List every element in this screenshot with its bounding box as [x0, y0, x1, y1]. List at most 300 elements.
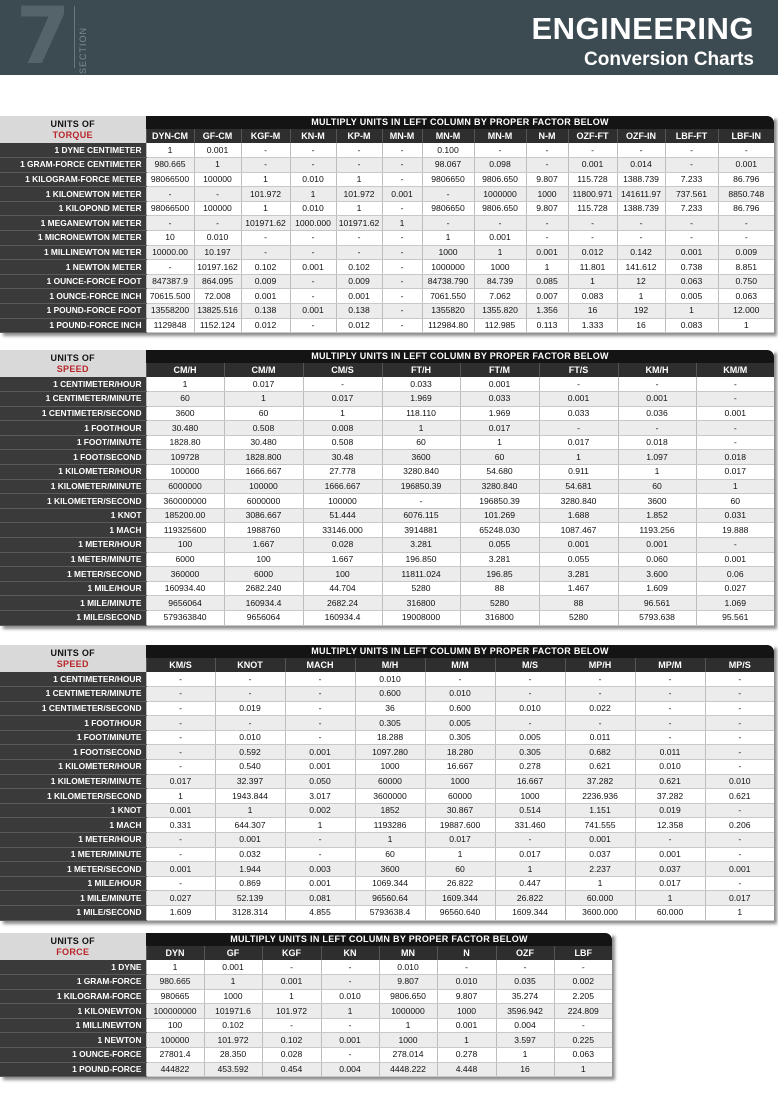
table-cell: 224.809: [554, 1004, 612, 1019]
table-cell: -: [565, 672, 635, 687]
table-row: [0, 245, 774, 260]
table-cell: 0.010: [290, 201, 336, 216]
table-cell: 0.017: [696, 465, 774, 480]
table-cell: 0.033: [382, 377, 460, 392]
table-cell: 1355.820: [474, 304, 526, 319]
table-row: [0, 143, 774, 158]
table-cell: 100000: [194, 201, 241, 216]
table-cell: 0.028: [262, 1048, 321, 1063]
row-label: 1 KNOT: [0, 508, 146, 523]
table-cell: 2236.936: [565, 789, 635, 804]
table-cell: 3600: [355, 862, 425, 877]
table-cell: 60: [460, 450, 539, 465]
column-header: MACH: [285, 658, 355, 672]
table-cell: 100000: [194, 172, 241, 187]
table-cell: 95.561: [696, 611, 774, 626]
row-label: 1 MICRONEWTON METER: [0, 231, 146, 246]
table-cell: 0.001: [568, 158, 617, 173]
table-cell: 19008000: [382, 611, 460, 626]
table-cell: 1000000: [422, 260, 474, 275]
table-cell: 6000: [146, 552, 224, 567]
table-cell: 1000: [526, 187, 568, 202]
table-cell: -: [146, 672, 215, 687]
table-cell: 0.102: [241, 260, 290, 275]
table-cell: 0.012: [336, 318, 382, 333]
table-cell: 101.972: [336, 187, 382, 202]
page-header: [0, 0, 778, 82]
table-row: [0, 158, 774, 173]
table-cell: 0.001: [696, 406, 774, 421]
table-cell: 7061.550: [422, 289, 474, 304]
category-label: SPEED: [56, 658, 89, 669]
table-cell: -: [496, 960, 554, 975]
table-cell: 0.010: [355, 672, 425, 687]
units-of-header: [0, 933, 146, 960]
table-cell: 0.001: [437, 1018, 496, 1033]
table-cell: 0.001: [321, 1033, 379, 1048]
table-cell: -: [146, 876, 215, 891]
table-cell: 30.867: [425, 803, 495, 818]
table-cell: 3600.000: [565, 906, 635, 921]
table-cell: 88: [539, 596, 618, 611]
table-cell: -: [568, 143, 617, 158]
table-cell: 1: [321, 1004, 379, 1019]
table-cell: 316800: [460, 611, 539, 626]
table-row: [0, 172, 774, 187]
table-cell: 98066500: [146, 201, 194, 216]
table-cell: 0.331: [146, 818, 215, 833]
table-cell: -: [321, 1048, 379, 1063]
column-header: CM/S: [303, 363, 382, 377]
table-cell: -: [635, 687, 705, 702]
table-cell: 0.225: [554, 1033, 612, 1048]
column-header: OZF-FT: [568, 129, 617, 143]
table-cell: -: [718, 231, 774, 246]
table-cell: -: [382, 318, 422, 333]
table-cell: 579363840: [146, 611, 224, 626]
table-row: [0, 538, 774, 553]
column-header: M/S: [495, 658, 565, 672]
table-cell: 1388.739: [617, 172, 665, 187]
row-label: 1 METER/SECOND: [0, 567, 146, 582]
row-label: 1 MEGANEWTON METER: [0, 216, 146, 231]
table-cell: 444822: [146, 1062, 204, 1077]
table-cell: 0.600: [425, 701, 495, 716]
table-cell: 35.274: [496, 989, 554, 1004]
table-row: [0, 304, 774, 319]
table-cell: 1988760: [224, 523, 303, 538]
table-cell: 0.278: [437, 1048, 496, 1063]
table-cell: 0.750: [718, 274, 774, 289]
table-cell: 60: [224, 406, 303, 421]
table-cell: -: [696, 392, 774, 407]
table-row: [0, 581, 774, 596]
table-cell: 1.069: [696, 596, 774, 611]
table-cell: 3596.942: [496, 1004, 554, 1019]
table-cell: 8850.748: [718, 187, 774, 202]
table-cell: 3600: [618, 494, 696, 509]
table-cell: -: [146, 847, 215, 862]
table-cell: 1: [460, 435, 539, 450]
table-cell: 0.017: [495, 847, 565, 862]
table-cell: -: [422, 187, 474, 202]
column-header: MN: [379, 946, 437, 960]
table-cell: 1: [696, 479, 774, 494]
table-cell: 0.001: [460, 377, 539, 392]
table-cell: -: [665, 231, 718, 246]
table-cell: 60: [696, 494, 774, 509]
table-cell: 1000: [379, 1033, 437, 1048]
table-cell: 0.305: [425, 730, 495, 745]
table-cell: 0.508: [224, 421, 303, 436]
table-cell: 1.667: [303, 552, 382, 567]
table-cell: 0.102: [204, 1018, 262, 1033]
table-cell: 1000: [355, 760, 425, 775]
table-cell: 0.001: [539, 392, 618, 407]
table-cell: 9.807: [437, 989, 496, 1004]
column-header: DYN-CM: [146, 129, 194, 143]
table-cell: 6000000: [224, 494, 303, 509]
table-cell: -: [285, 687, 355, 702]
table-cell: 0.206: [705, 818, 774, 833]
table-cell: 0.012: [568, 245, 617, 260]
table-cell: -: [146, 260, 194, 275]
table-cell: -: [617, 143, 665, 158]
table-cell: 0.010: [194, 231, 241, 246]
multiplier-heading: MULTIPLY UNITS IN LEFT COLUMN BY PROPER FACTOR BELOW: [146, 933, 612, 946]
table-cell: 101971.62: [336, 216, 382, 231]
table-row: [0, 479, 774, 494]
table-cell: 0.305: [495, 745, 565, 760]
column-header: KM/H: [618, 363, 696, 377]
table-cell: 0.017: [425, 833, 495, 848]
table-row: [0, 1004, 612, 1019]
table-cell: -: [146, 701, 215, 716]
table-cell: 1000: [204, 989, 262, 1004]
table-cell: -: [146, 833, 215, 848]
table-cell: 0.010: [705, 774, 774, 789]
table-cell: 84738.790: [422, 274, 474, 289]
table-cell: 1: [496, 1048, 554, 1063]
table-cell: 52.139: [215, 891, 285, 906]
row-label: 1 KILOGRAM-FORCE: [0, 989, 146, 1004]
table-cell: 0.102: [262, 1033, 321, 1048]
table-cell: 26.822: [425, 876, 495, 891]
table-cell: -: [290, 158, 336, 173]
table-cell: 0.508: [303, 435, 382, 450]
table-cell: -: [146, 687, 215, 702]
table-cell: 1: [382, 421, 460, 436]
table-cell: 1: [290, 187, 336, 202]
table-cell: 0.001: [241, 289, 290, 304]
row-label: 1 KILOMETER/HOUR: [0, 465, 146, 480]
table-cell: -: [568, 216, 617, 231]
table-cell: -: [382, 494, 460, 509]
table-cell: 2.237: [565, 862, 635, 877]
table-cell: 11800.971: [568, 187, 617, 202]
row-label: 1 KILOMETER/HOUR: [0, 760, 146, 775]
row-label: 1 KILONEWTON: [0, 1004, 146, 1019]
table-cell: -: [285, 701, 355, 716]
table-cell: 1.467: [539, 581, 618, 596]
table-cell: 1666.667: [303, 479, 382, 494]
table-cell: 1: [474, 245, 526, 260]
table-cell: 60.000: [635, 906, 705, 921]
table-cell: 1828.800: [224, 450, 303, 465]
table-cell: -: [285, 847, 355, 862]
column-header: KGF-M: [241, 129, 290, 143]
table-row: [0, 862, 774, 877]
table-cell: 5793.638: [618, 611, 696, 626]
table-cell: 2682.24: [303, 596, 382, 611]
table-cell: 0.010: [290, 172, 336, 187]
table-row: [0, 450, 774, 465]
column-header: MN-M: [474, 129, 526, 143]
table-cell: 0.010: [379, 960, 437, 975]
row-label: 1 METER/MINUTE: [0, 847, 146, 862]
table-cell: 54.680: [460, 465, 539, 480]
table-cell: 100: [146, 1018, 204, 1033]
table-cell: 4.855: [285, 906, 355, 921]
row-label: 1 MILE/MINUTE: [0, 891, 146, 906]
table-cell: 0.001: [382, 187, 422, 202]
table-cell: -: [526, 158, 568, 173]
row-label: 1 MILE/MINUTE: [0, 596, 146, 611]
table-cell: 0.010: [215, 730, 285, 745]
table-cell: 0.035: [496, 975, 554, 990]
table-cell: 1: [146, 377, 224, 392]
table-cell: 5280: [382, 581, 460, 596]
column-header: GF-CM: [194, 129, 241, 143]
table-cell: 196850.39: [382, 479, 460, 494]
column-header: KM/M: [696, 363, 774, 377]
column-header: FT/H: [382, 363, 460, 377]
table-cell: -: [718, 143, 774, 158]
table-cell: -: [705, 745, 774, 760]
table-cell: 0.033: [539, 406, 618, 421]
table-cell: 12.358: [635, 818, 705, 833]
column-header: N: [437, 946, 496, 960]
table-cell: 1: [146, 143, 194, 158]
row-label: 1 KILOMETER/MINUTE: [0, 479, 146, 494]
table-cell: 101971.62: [241, 216, 290, 231]
row-label: 1 FOOT/HOUR: [0, 421, 146, 436]
table-cell: 3128.314: [215, 906, 285, 921]
table-cell: 3.597: [496, 1033, 554, 1048]
table-cell: -: [568, 231, 617, 246]
table-cell: -: [382, 245, 422, 260]
table-cell: 0.009: [718, 245, 774, 260]
table-cell: 1609.344: [495, 906, 565, 921]
table-row: [0, 274, 774, 289]
table-cell: 0.004: [496, 1018, 554, 1033]
table-row: [0, 289, 774, 304]
table-cell: 5280: [460, 596, 539, 611]
table-cell: 0.085: [526, 274, 568, 289]
table-cell: 3600: [382, 450, 460, 465]
table-cell: 1: [241, 201, 290, 216]
table-cell: -: [665, 158, 718, 173]
table-cell: 33146.000: [303, 523, 382, 538]
table-row: [0, 906, 774, 921]
table-cell: 13825.516: [194, 304, 241, 319]
table-cell: 98066500: [146, 172, 194, 187]
table-cell: 0.018: [696, 450, 774, 465]
table-cell: 1.944: [215, 862, 285, 877]
table-cell: 847387.9: [146, 274, 194, 289]
table-cell: 9.807: [526, 172, 568, 187]
table-cell: 37.282: [565, 774, 635, 789]
speed-conversion-table-1: [0, 350, 774, 626]
table-cell: -: [635, 701, 705, 716]
table-cell: -: [495, 672, 565, 687]
table-cell: 96.561: [618, 596, 696, 611]
table-cell: 7.233: [665, 172, 718, 187]
table-cell: 0.017: [539, 435, 618, 450]
table-cell: 1828.80: [146, 435, 224, 450]
page-title: ENGINEERING: [531, 11, 754, 46]
row-label: 1 GRAM-FORCE: [0, 975, 146, 990]
table-cell: 16.667: [495, 774, 565, 789]
table-cell: 3280.840: [460, 479, 539, 494]
table-cell: -: [285, 672, 355, 687]
table-cell: 0.592: [215, 745, 285, 760]
table-cell: 0.869: [215, 876, 285, 891]
table-cell: 11811.024: [382, 567, 460, 582]
table-cell: 360000000: [146, 494, 224, 509]
table-cell: -: [705, 803, 774, 818]
table-cell: 0.454: [262, 1062, 321, 1077]
table-cell: 196.850: [382, 552, 460, 567]
table-cell: -: [321, 975, 379, 990]
row-label: 1 KILOGRAM-FORCE METER: [0, 172, 146, 187]
table-cell: 331.460: [495, 818, 565, 833]
table-cell: 86.796: [718, 172, 774, 187]
table-cell: -: [526, 216, 568, 231]
table-row: [0, 1048, 612, 1063]
table-cell: -: [382, 260, 422, 275]
table-cell: 100: [146, 538, 224, 553]
table-cell: 0.001: [665, 245, 718, 260]
table-cell: 100000: [303, 494, 382, 509]
table-cell: 196850.39: [460, 494, 539, 509]
table-cell: -: [696, 377, 774, 392]
table-cell: -: [696, 421, 774, 436]
table-cell: 1.688: [539, 508, 618, 523]
table-cell: 16: [617, 318, 665, 333]
table-cell: 30.48: [303, 450, 382, 465]
table-cell: 19.888: [696, 523, 774, 538]
table-cell: 0.001: [705, 862, 774, 877]
table-cell: 160934.4: [224, 596, 303, 611]
table-cell: -: [215, 716, 285, 731]
row-label: 1 POUND-FORCE INCH: [0, 318, 146, 333]
table-cell: -: [146, 187, 194, 202]
table-cell: 0.001: [696, 552, 774, 567]
table-cell: -: [665, 143, 718, 158]
table-cell: 0.001: [146, 803, 215, 818]
multiplier-heading: MULTIPLY UNITS IN LEFT COLUMN BY PROPER FACTOR BELOW: [146, 350, 774, 363]
column-header: KN-M: [290, 129, 336, 143]
table-cell: 2.205: [554, 989, 612, 1004]
table-cell: 1097.280: [355, 745, 425, 760]
table-cell: 84.739: [474, 274, 526, 289]
table-cell: 0.001: [526, 245, 568, 260]
row-label: 1 OUNCE-FORCE: [0, 1048, 146, 1063]
row-label: 1 MILLINEWTON METER: [0, 245, 146, 260]
table-cell: 60: [355, 847, 425, 862]
row-label: 1 MILE/HOUR: [0, 876, 146, 891]
table-cell: 1193286: [355, 818, 425, 833]
table-cell: 96560.64: [355, 891, 425, 906]
column-header: MP/S: [705, 658, 774, 672]
column-header: MP/H: [565, 658, 635, 672]
table-row: [0, 508, 774, 523]
table-cell: 0.100: [422, 143, 474, 158]
table-cell: 1000: [422, 245, 474, 260]
table-cell: -: [495, 687, 565, 702]
table-row: [0, 1062, 612, 1077]
table-cell: 0.001: [215, 833, 285, 848]
row-label: 1 CENTIMETER/MINUTE: [0, 687, 146, 702]
table-cell: 28.350: [204, 1048, 262, 1063]
table-cell: 1: [437, 1033, 496, 1048]
table-cell: 1: [285, 818, 355, 833]
table-cell: 0.008: [303, 421, 382, 436]
table-cell: -: [618, 421, 696, 436]
table-cell: 3914881: [382, 523, 460, 538]
table-cell: 980665: [146, 989, 204, 1004]
table-cell: 0.083: [568, 289, 617, 304]
row-label: 1 POUND-FORCE: [0, 1062, 146, 1077]
table-cell: -: [146, 745, 215, 760]
table-row: [0, 596, 774, 611]
table-cell: 5793638.4: [355, 906, 425, 921]
row-label: 1 KILOMETER/SECOND: [0, 789, 146, 804]
row-label: 1 OUNCE-FORCE INCH: [0, 289, 146, 304]
table-cell: -: [336, 143, 382, 158]
table-cell: 1: [224, 392, 303, 407]
table-cell: 0.001: [290, 304, 336, 319]
table-row: [0, 377, 774, 392]
table-cell: 1: [539, 450, 618, 465]
table-cell: 1: [422, 231, 474, 246]
table-cell: -: [474, 216, 526, 231]
table-cell: -: [618, 377, 696, 392]
table-cell: 118.110: [382, 406, 460, 421]
table-cell: 1.097: [618, 450, 696, 465]
table-cell: 1609.344: [425, 891, 495, 906]
table-row: [0, 847, 774, 862]
column-header: N-M: [526, 129, 568, 143]
table-cell: 86.796: [718, 201, 774, 216]
table-cell: 30.480: [146, 421, 224, 436]
table-row: [0, 392, 774, 407]
table-cell: 8.851: [718, 260, 774, 275]
table-cell: 980.665: [146, 158, 194, 173]
table-cell: 9.807: [379, 975, 437, 990]
table-cell: 10: [146, 231, 194, 246]
row-label: 1 FOOT/MINUTE: [0, 435, 146, 450]
table-cell: 1: [554, 1062, 612, 1077]
table-cell: 0.001: [262, 975, 321, 990]
table-cell: 0.055: [539, 552, 618, 567]
table-cell: 1: [568, 274, 617, 289]
table-cell: 1193.256: [618, 523, 696, 538]
table-row: [0, 833, 774, 848]
table-cell: 3.281: [382, 538, 460, 553]
table-cell: 1: [635, 891, 705, 906]
